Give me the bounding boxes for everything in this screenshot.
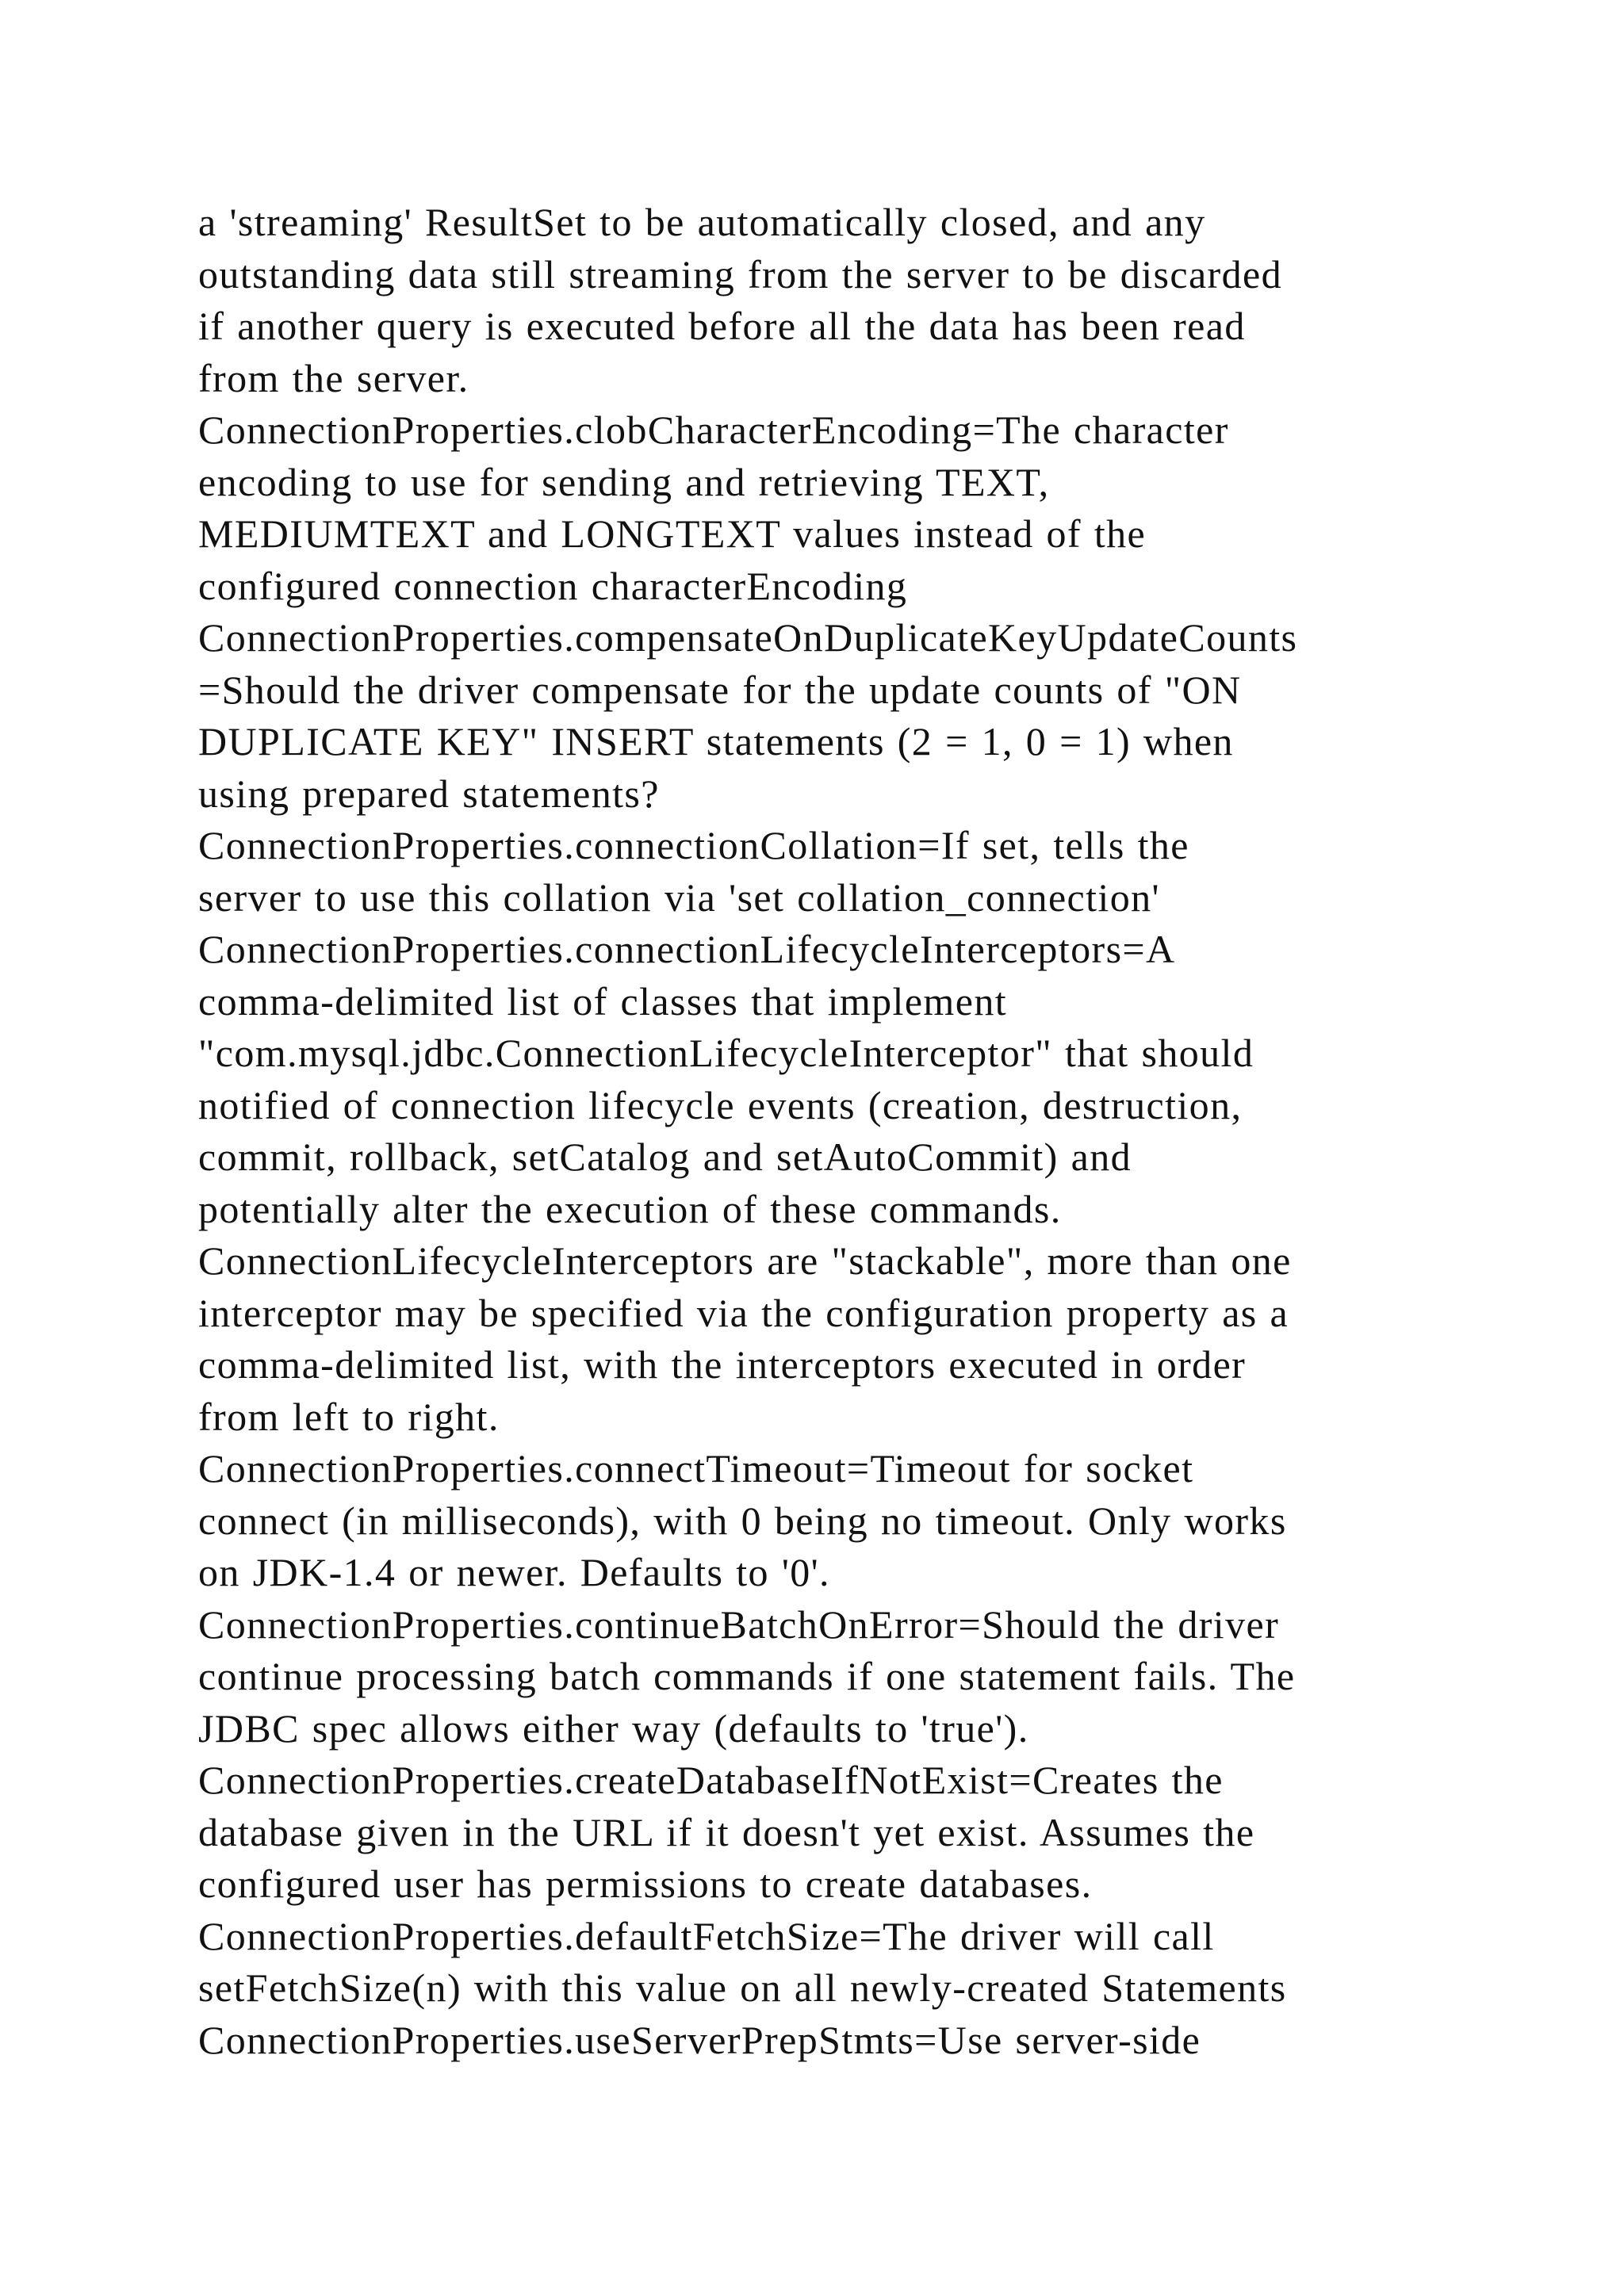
text-line: comma-delimited list of classes that implement: [198, 978, 1008, 1024]
text-line: JDBC spec allows either way (defaults to 'true').: [198, 1705, 1029, 1751]
text-line: a 'streaming' ResultSet to be automatically closed, and any: [198, 200, 1206, 244]
text-line: ConnectionProperties.compensateOnDuplicateKeyUpdateCounts: [198, 615, 1298, 660]
text-line: DUPLICATE KEY" INSERT statements (2 = 1, 0 = 1) when: [198, 719, 1234, 763]
text-line: commit, rollback, setCatalog and setAutoCommit) and: [198, 1135, 1132, 1179]
text-line: ConnectionProperties.connectionCollation=If set, tells the: [198, 823, 1189, 867]
text-line: comma-delimited list, with the interceptors executed in order: [198, 1342, 1247, 1387]
text-line: =Should the driver compensate for the update counts of "ON: [198, 667, 1242, 712]
text-line: "com.mysql.jdbc.ConnectionLifecycleInterceptor" that should: [198, 1031, 1254, 1075]
text-line: configured user has permissions to create databases.: [198, 1862, 1093, 1906]
text-line: server to use this collation via 'set collation_connection': [198, 874, 1160, 920]
text-line: ConnectionProperties.connectTimeout=Timeout for socket: [198, 1446, 1194, 1490]
text-line: continue processing batch commands if one statement fails. The: [198, 1654, 1296, 1698]
text-line: ConnectionProperties.continueBatchOnError=Should the driver: [198, 1601, 1280, 1647]
text-line: configured connection characterEncoding: [198, 563, 908, 608]
text-line: from the server.: [198, 355, 469, 400]
text-line: from left to right.: [198, 1394, 500, 1439]
text-line: ConnectionProperties.defaultFetchSize=The driver will call: [198, 1913, 1215, 1958]
text-line: database given in the URL if it doesn't yet exist. Assumes the: [198, 1809, 1255, 1854]
text-line: if another query is executed before all the data has been read: [198, 304, 1246, 348]
text-line: MEDIUMTEXT and LONGTEXT values instead of the: [198, 511, 1147, 556]
text-line: ConnectionProperties.useServerPrepStmts=Use server-side: [198, 2017, 1201, 2062]
text-line: interceptor may be specified via the configuration property as a: [198, 1290, 1289, 1335]
text-line: setFetchSize(n) with this value on all newly-created Statements: [198, 1965, 1287, 2010]
text-line: ConnectionLifecycleInterceptors are "stackable", more than one: [198, 1238, 1292, 1283]
text-line: using prepared statements?: [198, 771, 660, 816]
text-line: ConnectionProperties.clobCharacterEncoding=The character: [198, 408, 1229, 452]
document-body-text: [198, 197, 1467, 2066]
text-line: notified of connection lifecycle events (creation, destruction,: [198, 1082, 1243, 1127]
text-line: potentially alter the execution of these commands.: [198, 1186, 1062, 1231]
text-line: encoding to use for sending and retrieving TEXT,: [198, 459, 1050, 504]
text-line: outstanding data still streaming from the server to be discarded: [198, 251, 1282, 297]
text-line: ConnectionProperties.createDatabaseIfNotExist=Creates the: [198, 1758, 1224, 1802]
text-line: ConnectionProperties.connectionLifecycleInterceptors=A: [198, 927, 1176, 971]
text-line: connect (in milliseconds), with 0 being no timeout. Only works: [198, 1498, 1287, 1543]
text-line: on JDK-1.4 or newer. Defaults to '0'.: [198, 1550, 830, 1594]
